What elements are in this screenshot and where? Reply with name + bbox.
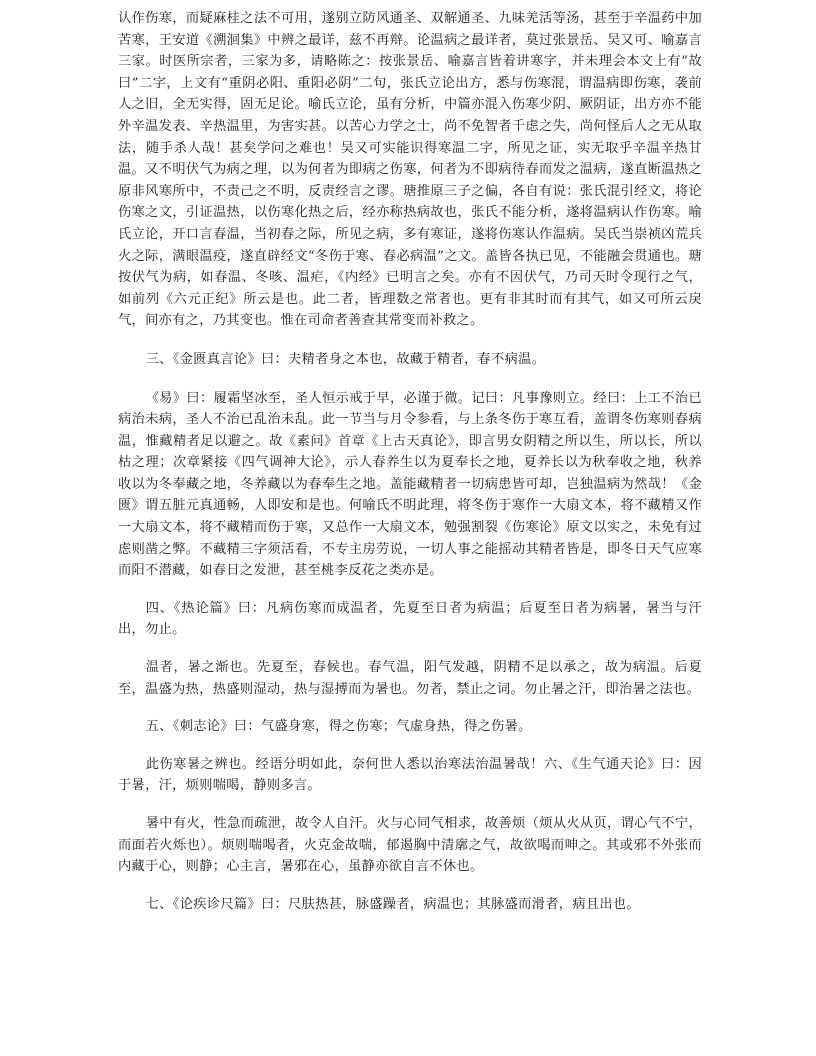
section-heading-4: 四、《热论篇》曰：凡病伤寒而成温者，先夏至日者为病温；后夏至日者为病暑，暑当与汗出，勿止。	[118, 600, 702, 638]
document-page	[118, 8, 702, 915]
commentary-paragraph: 《易》曰：履霜坚冰至，圣人恒示戒于早，必谨于微。记曰：凡事豫则立。经曰：上工不治已病治未病，圣人不治已乱治未乱。此一节当与月令参看，与上条冬伤于寒互看，盖谓冬伤寒则春病温，惟藏精者足以避之。故《素问》首章《上古天真论》，即言男女阴精之所以生，所以长，所以枯之理；次章紧接《四气调神大论》，示人春养生以为夏奉长之地，夏养长以为秋奉收之地，秋养收以为冬奉藏之地，冬养藏以为春奉生之地。盖能藏精者一切病患皆可却，岂独温病为然哉！《金匮》谓五脏元真通畅，人即安和是也。何喻氏不明此理，将冬伤于寒作一大扇文本，将不藏精又作一大扇文本，将不藏精而伤于寒，又总作一大扇文本，勉强割裂《伤寒论》原文以实之，未免有过虑则凿之弊。不藏精三字须活看，不专主房劳说，一切人事之能摇动其精者皆是，即冬日天气应寒而阳不潜藏，如春日之发泄，甚至桃李反花之类亦是。	[118, 390, 702, 579]
commentary-paragraph: 温者，暑之渐也。先夏至，春候也。春气温，阳气发越，阴精不足以承之，故为病温。后夏至，温盛为热，热盛则湿动，热与湿搏而为暑也。勿者，禁止之词。勿止暑之汗，即治暑之法也。	[118, 660, 702, 697]
commentary-paragraph: 此伤寒暑之辨也。经语分明如此，奈何世人悉以治寒法治温暑哉！六、《生气通天论》曰：因于暑，汗，烦则喘喝，静则多言。	[118, 756, 702, 794]
commentary-paragraph: 暑中有火，性急而疏泄，故令人自汗。火与心同气相求，故善烦（烦从火从页，谓心气不宁，而面若火烁也）。烦则喘喝者，火克金故喘，郁遏胸中清廓之气，故欲喝而呻之。其或邪不外张而内藏于心，则静；心主言，暑邪在心，虽静亦欲自言不休也。	[118, 816, 702, 875]
section-heading-5: 五、《刺志论》曰：气盛身寒，得之伤寒；气虚身热，得之伤暑。	[145, 719, 532, 735]
section-heading-3: 三、《金匮真言论》曰：夫精者身之本也，故藏于精者，春不病温。	[145, 351, 546, 367]
body-paragraph: 认作伤寒，而疑麻桂之法不可用，遂别立防风通圣、双解通圣、九味羌活等汤，甚至于辛温药中加苦寒，王安道《溯洄集》中辨之最详，兹不再辩。论温病之最详者，莫过张景岳、吴又可、喻嘉言三家。时医所宗者，三家为多，请略陈之：按张景岳、喻嘉言皆着讲寒字，并未理会本文上有“故曰”二字，上文有“重阴必阳、重阳必阴”二句，张氏立论出方，悉与伤寒混，谓温病即伤寒，袭前人之旧，全无实得，固无足论。喻氏立论，虽有分析，中篇亦混入伤寒少阴、厥阴证，出方亦不能外辛温发表、辛热温里，为害实甚。以苦心力学之士，尚不免智者千虑之失，尚何怪后人之无从取法，随手杀人哉！甚矣学问之难也！吴又可实能识得寒温二字，所见之证，实无取乎辛温辛热甘温。又不明伏气为病之理，以为何者为即病之伤寒，何者为不即病待春而发之温病，遂直断温热之原非风寒所中，不责己之不明，反责经言之谬。瑭推原三子之偏，各自有说：张氏混引经文，将论伤寒之文，引证温热，以伤寒化热之后，经亦称热病故也，张氏不能分析，遂将温病认作伤寒。喻氏立论，开口言春温，当初春之际，所见之病，多有寒证，遂将伤寒认作温病。吴氏当崇祯凶荒兵火之际，满眼温疫，遂直辟经文“冬伤于寒、春必病温”之文。盖皆各执已见，不能融会贯通也。瑭按伏气为病，如春温、冬咳、温疟，《内经》已明言之矣。亦有不因伏气，乃司天时令现行之气，如前列《六元正纪》所云是也。此二者，皆理数之常者也。更有非其时而有其气，如又可所云戾气，间亦有之，乃其变也。惟在司命者善查其常变而补救之。	[118, 11, 702, 329]
section-heading-7: 七、《论疾诊尺篇》曰：尺肤热甚，脉盛躁者，病温也；其脉盛而滑者，病且出也。	[145, 896, 641, 912]
